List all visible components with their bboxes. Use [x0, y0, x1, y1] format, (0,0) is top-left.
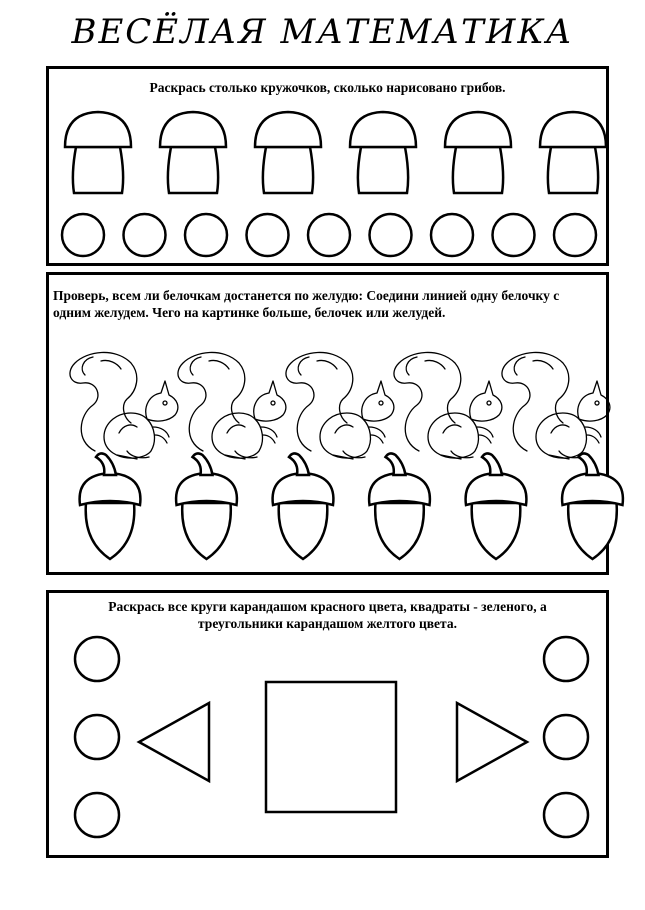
triangle-right — [457, 703, 527, 781]
acorn — [369, 453, 430, 559]
shapes-task-line1: Раскрась все круги карандашом красного цвета, квадраты - зеленого, а — [108, 599, 547, 614]
coloring-circle[interactable] — [247, 214, 289, 256]
coloring-circle[interactable] — [75, 715, 119, 759]
acorn — [80, 453, 141, 559]
coloring-circle[interactable] — [544, 793, 588, 837]
coloring-circle[interactable] — [544, 715, 588, 759]
coloring-circle[interactable] — [75, 793, 119, 837]
mushroom — [160, 112, 226, 193]
coloring-circle[interactable] — [554, 214, 596, 256]
squirrel — [178, 352, 286, 459]
triangle-left — [139, 703, 209, 781]
acorn — [273, 453, 334, 559]
coloring-circle[interactable] — [185, 214, 227, 256]
acorn — [176, 453, 237, 559]
mushroom — [65, 112, 131, 193]
mushroom — [540, 112, 606, 193]
mushroom-figures — [49, 69, 606, 263]
squirrel-task-line1: Проверь, всем ли белочкам достанется по желудю: Соедини линией одну белочку с — [53, 288, 560, 303]
mushroom-task-text: Раскрась столько кружочков, сколько нарисовано грибов. — [149, 80, 506, 95]
shapes-figures — [49, 593, 606, 855]
coloring-circle[interactable] — [431, 214, 473, 256]
squirrel — [70, 352, 178, 459]
mushroom-task-panel — [46, 66, 609, 266]
coloring-circle[interactable] — [493, 214, 535, 256]
squirrel-task-panel — [46, 272, 609, 575]
squirrel-task-line2: одним желудем. Чего на картинке больше, белочек или желудей. — [53, 305, 446, 320]
coloring-circle[interactable] — [544, 637, 588, 681]
shapes-task-line2: треугольники карандашом желтого цвета. — [198, 616, 457, 631]
acorn — [466, 453, 527, 559]
acorn — [562, 453, 623, 559]
coloring-circle[interactable] — [308, 214, 350, 256]
coloring-circle[interactable] — [124, 214, 166, 256]
shapes-task-panel — [46, 590, 609, 858]
squirrel — [286, 352, 394, 459]
page-title: ВЕСЁЛАЯ МАТЕМАТИКА — [71, 12, 574, 52]
mushroom — [445, 112, 511, 193]
mushroom — [255, 112, 321, 193]
square — [266, 682, 396, 812]
squirrel — [394, 352, 502, 459]
coloring-circle[interactable] — [62, 214, 104, 256]
squirrel-acorn-figures — [49, 275, 606, 572]
mushroom — [350, 112, 416, 193]
coloring-circle[interactable] — [75, 637, 119, 681]
coloring-circle[interactable] — [370, 214, 412, 256]
squirrel — [502, 352, 610, 459]
